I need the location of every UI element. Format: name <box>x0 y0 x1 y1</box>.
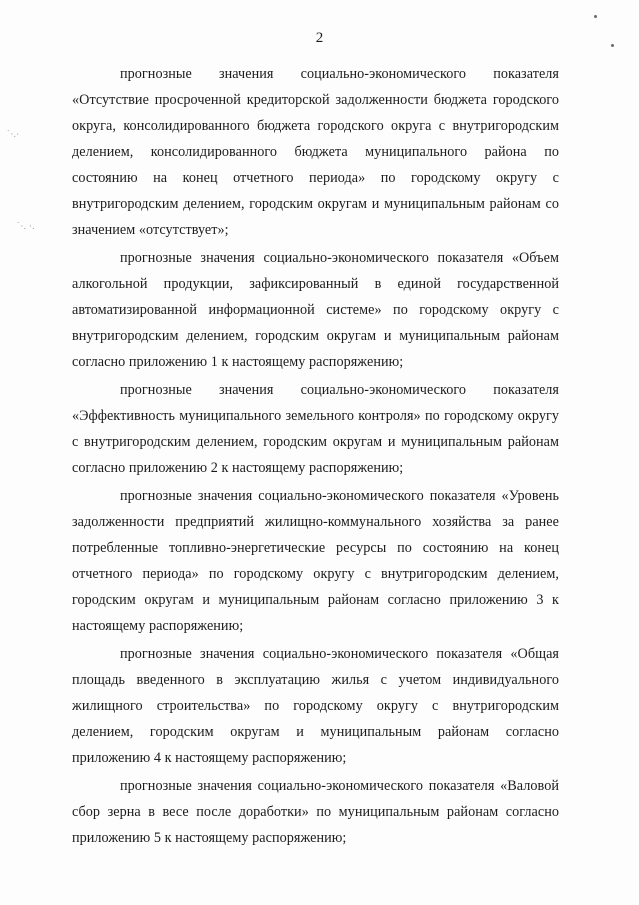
scan-speck: ˙·. ·. <box>16 222 35 232</box>
page-number: 2 <box>315 30 324 46</box>
paragraph-2: прогнозные значения социально-экономического показателя «Объем алкогольной продукции, зафиксированный в единой государственной автоматизированной информационной системе» по городскому округу с внутригородским делением, городским округам и муниципальным районам согласно приложению 1 к настоящему распоряжению; <box>72 250 559 370</box>
scan-speck <box>594 15 597 18</box>
scan-speck: ˙·.· <box>6 130 20 140</box>
document-body <box>72 61 559 853</box>
paragraph-4: прогнозные значения социально-экономического показателя «Уровень задолженности предприятий жилищно-коммунального хозяйства за ранее потребленные топливно-энергетические ресурсы по состоянию на конец отчетного периода» по городскому округу с внутригородским делением, городским округам и муниципальным районам согласно приложению 3 к настоящему распоряжению; <box>72 488 559 634</box>
paragraph-3: прогнозные значения социально-экономического показателя «Эффективность муниципального земельного контроля» по городскому округу с внутригородским делением, городским округам и муниципальным районам согласно приложению 2 к настоящему распоряжению; <box>72 382 559 476</box>
paragraph-1: прогнозные значения социально-экономического показателя «Отсутствие просроченной кредиторской задолженности бюджета городского округа, консолидированного бюджета городского округа с внутригородским делением, консолидированного бюджета муниципального района по состоянию на конец отчетного периода» по городскому округу с внутригородским делением, городским округам и муниципальным районам со значением «отсутствует»; <box>72 66 559 238</box>
paragraph-5: прогнозные значения социально-экономического показателя «Общая площадь введенного в эксплуатацию жилья с учетом индивидуального жилищного строительства» по городскому округу с внутригородским делением, городским округам и муниципальным районам согласно приложению 4 к настоящему распоряжению; <box>72 646 559 766</box>
paragraph-6: прогнозные значения социально-экономического показателя «Валовой сбор зерна в весе после доработки» по муниципальным районам согласно приложению 5 к настоящему распоряжению; <box>72 778 559 846</box>
